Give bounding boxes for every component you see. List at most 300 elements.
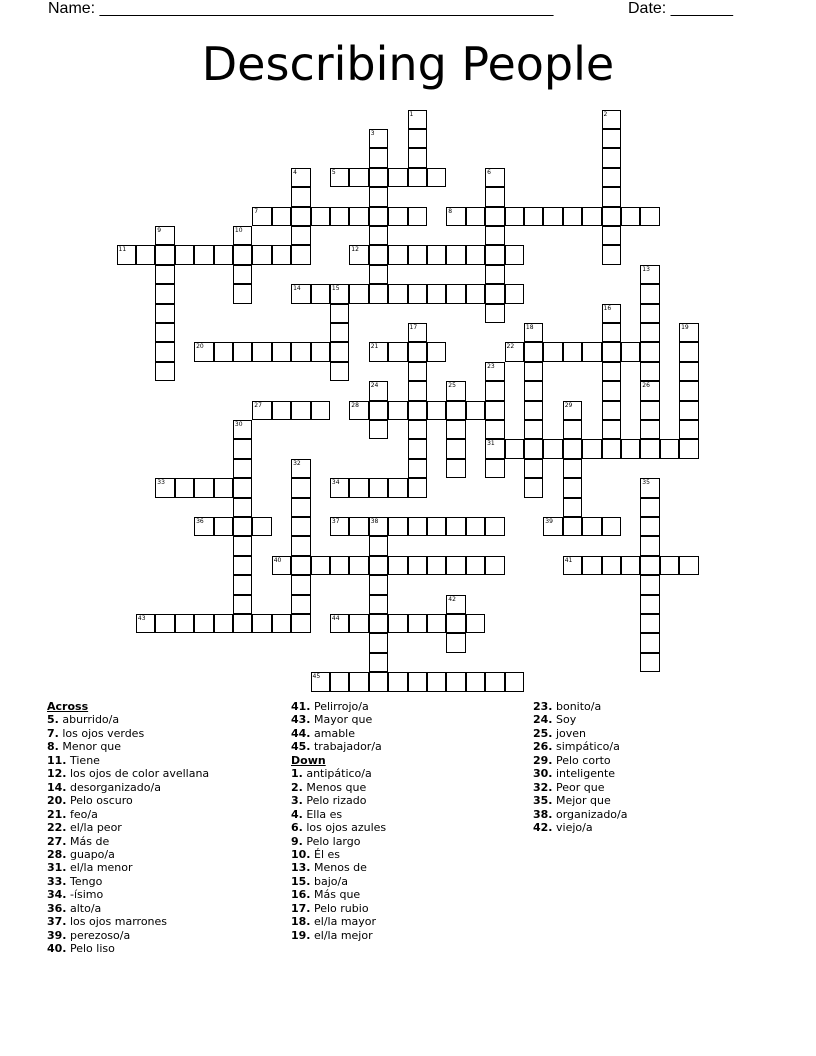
grid-cell[interactable] bbox=[175, 478, 194, 497]
grid-cell[interactable] bbox=[602, 362, 621, 381]
grid-cell[interactable] bbox=[563, 556, 582, 575]
grid-cell[interactable] bbox=[408, 245, 427, 264]
grid-cell[interactable] bbox=[369, 245, 388, 264]
grid-cell[interactable] bbox=[446, 672, 465, 691]
grid-cell[interactable] bbox=[349, 478, 368, 497]
grid-cell[interactable] bbox=[233, 459, 252, 478]
grid-cell[interactable] bbox=[272, 207, 291, 226]
grid-cell[interactable] bbox=[524, 381, 543, 400]
grid-cell[interactable] bbox=[349, 168, 368, 187]
grid-cell[interactable] bbox=[602, 245, 621, 264]
grid-cell[interactable] bbox=[349, 517, 368, 536]
grid-cell[interactable] bbox=[543, 342, 562, 361]
clue-item-number: 23. bbox=[533, 700, 553, 713]
grid-cell[interactable] bbox=[446, 401, 465, 420]
grid-cell[interactable] bbox=[485, 401, 504, 420]
grid-cell[interactable] bbox=[446, 284, 465, 303]
grid-cell[interactable] bbox=[155, 265, 174, 284]
grid-cell[interactable] bbox=[602, 207, 621, 226]
grid-cell[interactable] bbox=[640, 207, 659, 226]
grid-cell[interactable] bbox=[291, 226, 310, 245]
grid-cell[interactable] bbox=[194, 614, 213, 633]
grid-cell[interactable] bbox=[660, 439, 679, 458]
grid-cell[interactable] bbox=[466, 245, 485, 264]
grid-cell[interactable] bbox=[640, 439, 659, 458]
grid-cell[interactable] bbox=[233, 439, 252, 458]
grid-cell[interactable] bbox=[621, 439, 640, 458]
clue-item-text: el/la menor bbox=[66, 861, 133, 875]
grid-cell[interactable] bbox=[155, 304, 174, 323]
grid-cell[interactable] bbox=[369, 595, 388, 614]
grid-cell[interactable] bbox=[640, 342, 659, 361]
grid-cell[interactable] bbox=[485, 672, 504, 691]
grid-cell[interactable] bbox=[524, 439, 543, 458]
grid-cell[interactable] bbox=[563, 342, 582, 361]
grid-cell[interactable] bbox=[194, 478, 213, 497]
grid-cell[interactable] bbox=[466, 401, 485, 420]
grid-cell[interactable] bbox=[640, 401, 659, 420]
grid-cell[interactable] bbox=[388, 168, 407, 187]
grid-cell[interactable] bbox=[446, 517, 465, 536]
grid-cell[interactable] bbox=[369, 478, 388, 497]
grid-cell[interactable] bbox=[330, 478, 349, 497]
grid-cell[interactable] bbox=[330, 207, 349, 226]
grid-cell[interactable] bbox=[291, 536, 310, 555]
grid-cell[interactable] bbox=[621, 342, 640, 361]
clue-item-number: 35. bbox=[533, 794, 553, 808]
grid-cell[interactable] bbox=[291, 517, 310, 536]
grid-cell[interactable] bbox=[233, 614, 252, 633]
grid-cell[interactable] bbox=[408, 381, 427, 400]
grid-cell[interactable] bbox=[233, 284, 252, 303]
grid-cell[interactable] bbox=[446, 556, 465, 575]
grid-cell[interactable] bbox=[466, 207, 485, 226]
grid-cell[interactable] bbox=[621, 207, 640, 226]
grid-cell[interactable] bbox=[330, 168, 349, 187]
grid-cell[interactable] bbox=[291, 168, 310, 187]
grid-cell[interactable] bbox=[408, 614, 427, 633]
grid-cell[interactable] bbox=[388, 401, 407, 420]
grid-cell[interactable] bbox=[388, 284, 407, 303]
grid-cell[interactable] bbox=[408, 110, 427, 129]
grid-cell[interactable] bbox=[602, 168, 621, 187]
grid-cell[interactable] bbox=[563, 498, 582, 517]
grid-cell[interactable] bbox=[214, 614, 233, 633]
clue-item-text: Peor que bbox=[552, 780, 605, 794]
grid-cell[interactable] bbox=[563, 420, 582, 439]
grid-cell[interactable] bbox=[640, 498, 659, 517]
grid-cell[interactable] bbox=[291, 614, 310, 633]
grid-cell[interactable] bbox=[408, 420, 427, 439]
grid-cell[interactable] bbox=[524, 459, 543, 478]
grid-cell[interactable] bbox=[640, 304, 659, 323]
grid-cell[interactable] bbox=[582, 439, 601, 458]
grid-cell[interactable] bbox=[214, 517, 233, 536]
grid-cell[interactable] bbox=[214, 342, 233, 361]
grid-cell[interactable] bbox=[427, 284, 446, 303]
grid-cell[interactable] bbox=[369, 168, 388, 187]
grid-cell[interactable] bbox=[291, 401, 310, 420]
grid-cell[interactable] bbox=[446, 459, 465, 478]
grid-cell[interactable] bbox=[640, 595, 659, 614]
grid-cell[interactable] bbox=[582, 207, 601, 226]
grid-cell[interactable] bbox=[602, 187, 621, 206]
grid-cell[interactable] bbox=[388, 517, 407, 536]
grid-cell[interactable] bbox=[291, 478, 310, 497]
grid-cell[interactable] bbox=[466, 614, 485, 633]
grid-cell[interactable] bbox=[369, 517, 388, 536]
grid-cell[interactable] bbox=[330, 323, 349, 342]
grid-cell[interactable] bbox=[640, 633, 659, 652]
grid-cell[interactable] bbox=[640, 575, 659, 594]
grid-cell[interactable] bbox=[582, 342, 601, 361]
grid-cell[interactable] bbox=[602, 226, 621, 245]
grid-cell[interactable] bbox=[369, 284, 388, 303]
grid-cell[interactable] bbox=[485, 362, 504, 381]
grid-cell[interactable] bbox=[272, 342, 291, 361]
grid-cell[interactable] bbox=[543, 439, 562, 458]
grid-cell[interactable] bbox=[349, 245, 368, 264]
grid-cell[interactable] bbox=[621, 556, 640, 575]
grid-cell[interactable] bbox=[349, 556, 368, 575]
grid-cell[interactable] bbox=[155, 362, 174, 381]
grid-cell[interactable] bbox=[330, 284, 349, 303]
grid-cell[interactable] bbox=[679, 420, 698, 439]
grid-cell[interactable] bbox=[602, 401, 621, 420]
grid-cell[interactable] bbox=[563, 207, 582, 226]
grid-cell[interactable] bbox=[291, 556, 310, 575]
grid-cell[interactable] bbox=[214, 245, 233, 264]
grid-cell[interactable] bbox=[563, 478, 582, 497]
name-line[interactable]: Name: ___________________________________________________ bbox=[48, 0, 554, 17]
grid-cell[interactable] bbox=[330, 362, 349, 381]
grid-cell[interactable] bbox=[446, 595, 465, 614]
grid-cell[interactable] bbox=[388, 478, 407, 497]
grid-cell[interactable] bbox=[369, 672, 388, 691]
grid-cell[interactable] bbox=[155, 226, 174, 245]
grid-cell[interactable] bbox=[408, 323, 427, 342]
grid-cell[interactable] bbox=[408, 284, 427, 303]
grid-cell[interactable] bbox=[446, 381, 465, 400]
grid-cell[interactable] bbox=[427, 401, 446, 420]
grid-cell[interactable] bbox=[388, 556, 407, 575]
grid-cell[interactable] bbox=[155, 478, 174, 497]
grid-cell[interactable] bbox=[466, 672, 485, 691]
grid-cell[interactable] bbox=[233, 226, 252, 245]
grid-cell[interactable] bbox=[602, 342, 621, 361]
grid-cell[interactable] bbox=[505, 245, 524, 264]
grid-cell[interactable] bbox=[679, 439, 698, 458]
grid-cell[interactable] bbox=[214, 478, 233, 497]
grid-cell[interactable] bbox=[369, 226, 388, 245]
grid-cell[interactable] bbox=[602, 381, 621, 400]
grid-cell[interactable] bbox=[640, 323, 659, 342]
grid-cell[interactable] bbox=[660, 556, 679, 575]
grid-cell[interactable] bbox=[640, 362, 659, 381]
grid-cell[interactable] bbox=[408, 148, 427, 167]
grid-cell[interactable] bbox=[679, 323, 698, 342]
grid-cell[interactable] bbox=[524, 401, 543, 420]
grid-cell[interactable] bbox=[252, 245, 271, 264]
clue-item-text: los ojos marrones bbox=[66, 915, 168, 929]
grid-cell[interactable] bbox=[602, 439, 621, 458]
grid-cell[interactable] bbox=[427, 556, 446, 575]
grid-cell[interactable] bbox=[679, 342, 698, 361]
grid-cell[interactable] bbox=[252, 614, 271, 633]
grid-cell[interactable] bbox=[291, 245, 310, 264]
grid-cell[interactable] bbox=[446, 420, 465, 439]
grid-cell[interactable] bbox=[524, 478, 543, 497]
grid-cell[interactable] bbox=[349, 401, 368, 420]
date-line[interactable]: Date: _______ bbox=[628, 0, 733, 17]
grid-cell[interactable] bbox=[311, 207, 330, 226]
grid-cell[interactable] bbox=[485, 168, 504, 187]
grid-cell[interactable] bbox=[369, 653, 388, 672]
grid-cell[interactable] bbox=[640, 517, 659, 536]
grid-cell[interactable] bbox=[485, 517, 504, 536]
grid-cell[interactable] bbox=[194, 245, 213, 264]
grid-cell[interactable] bbox=[369, 207, 388, 226]
grid-cell[interactable] bbox=[388, 245, 407, 264]
grid-cell[interactable] bbox=[349, 672, 368, 691]
grid-cell[interactable] bbox=[679, 556, 698, 575]
grid-cell[interactable] bbox=[408, 459, 427, 478]
grid-cell[interactable] bbox=[311, 342, 330, 361]
grid-cell[interactable] bbox=[505, 672, 524, 691]
grid-cell[interactable] bbox=[485, 381, 504, 400]
grid-cell[interactable] bbox=[485, 187, 504, 206]
grid-cell[interactable] bbox=[640, 265, 659, 284]
grid-cell[interactable] bbox=[369, 420, 388, 439]
grid-cell[interactable] bbox=[369, 614, 388, 633]
grid-cell[interactable] bbox=[388, 672, 407, 691]
grid-cell[interactable] bbox=[446, 633, 465, 652]
grid-cell[interactable] bbox=[408, 362, 427, 381]
grid-cell[interactable] bbox=[272, 245, 291, 264]
clue-item-text: el/la mejor bbox=[310, 928, 373, 942]
grid-cell[interactable] bbox=[524, 207, 543, 226]
grid-cell[interactable] bbox=[505, 342, 524, 361]
grid-cell[interactable] bbox=[485, 556, 504, 575]
grid-cell[interactable] bbox=[466, 284, 485, 303]
grid-cell[interactable] bbox=[155, 245, 174, 264]
grid-cell[interactable] bbox=[233, 498, 252, 517]
grid-cell[interactable] bbox=[408, 168, 427, 187]
grid-cell[interactable] bbox=[427, 342, 446, 361]
grid-cell[interactable] bbox=[602, 148, 621, 167]
grid-cell[interactable] bbox=[388, 342, 407, 361]
grid-cell[interactable] bbox=[602, 556, 621, 575]
grid-cell[interactable] bbox=[136, 245, 155, 264]
grid-cell[interactable] bbox=[408, 207, 427, 226]
grid-cell[interactable] bbox=[485, 207, 504, 226]
grid-cell[interactable] bbox=[175, 614, 194, 633]
grid-cell[interactable] bbox=[543, 517, 562, 536]
grid-cell[interactable] bbox=[349, 207, 368, 226]
grid-cell[interactable] bbox=[175, 245, 194, 264]
grid-cell[interactable] bbox=[291, 284, 310, 303]
grid-cell[interactable] bbox=[408, 129, 427, 148]
grid-cell[interactable] bbox=[233, 556, 252, 575]
grid-cell[interactable] bbox=[233, 342, 252, 361]
grid-cell[interactable] bbox=[563, 439, 582, 458]
grid-cell[interactable] bbox=[291, 595, 310, 614]
grid-cell[interactable] bbox=[272, 401, 291, 420]
grid-cell[interactable] bbox=[640, 284, 659, 303]
grid-cell[interactable] bbox=[233, 536, 252, 555]
grid-cell[interactable] bbox=[485, 226, 504, 245]
grid-cell[interactable] bbox=[408, 401, 427, 420]
grid-cell[interactable] bbox=[291, 575, 310, 594]
grid-cell[interactable] bbox=[408, 342, 427, 361]
grid-cell[interactable] bbox=[505, 207, 524, 226]
grid-cell[interactable] bbox=[194, 342, 213, 361]
grid-cell[interactable] bbox=[485, 304, 504, 323]
grid-cell[interactable] bbox=[369, 265, 388, 284]
grid-cell[interactable] bbox=[679, 381, 698, 400]
grid-cell[interactable] bbox=[446, 207, 465, 226]
grid-cell[interactable] bbox=[252, 517, 271, 536]
grid-cell[interactable] bbox=[155, 342, 174, 361]
grid-cell[interactable] bbox=[233, 517, 252, 536]
grid-cell[interactable] bbox=[194, 517, 213, 536]
grid-cell[interactable] bbox=[330, 672, 349, 691]
grid-cell[interactable] bbox=[466, 556, 485, 575]
grid-cell[interactable] bbox=[155, 284, 174, 303]
grid-cell[interactable] bbox=[291, 207, 310, 226]
grid-cell[interactable] bbox=[427, 672, 446, 691]
clue-item-text: inteligente bbox=[552, 767, 616, 781]
grid-cell[interactable] bbox=[640, 478, 659, 497]
grid-cell[interactable] bbox=[233, 595, 252, 614]
grid-cell[interactable] bbox=[466, 517, 485, 536]
grid-cell[interactable] bbox=[408, 478, 427, 497]
grid-cell[interactable] bbox=[349, 284, 368, 303]
grid-cell[interactable] bbox=[311, 401, 330, 420]
grid-cell[interactable] bbox=[427, 614, 446, 633]
grid-cell[interactable] bbox=[524, 342, 543, 361]
grid-cell[interactable] bbox=[330, 304, 349, 323]
grid-cell[interactable] bbox=[640, 381, 659, 400]
grid-cell[interactable] bbox=[291, 187, 310, 206]
grid-cell[interactable] bbox=[524, 420, 543, 439]
grid-cell[interactable] bbox=[369, 633, 388, 652]
grid-cell[interactable] bbox=[446, 439, 465, 458]
grid-cell[interactable] bbox=[369, 129, 388, 148]
grid-cell[interactable] bbox=[252, 401, 271, 420]
grid-cell[interactable] bbox=[485, 265, 504, 284]
grid-cell[interactable] bbox=[485, 420, 504, 439]
grid-cell[interactable] bbox=[582, 517, 601, 536]
grid-cell[interactable] bbox=[563, 401, 582, 420]
grid-cell[interactable] bbox=[485, 284, 504, 303]
grid-cell[interactable] bbox=[330, 517, 349, 536]
clue-number: 19 bbox=[681, 323, 689, 331]
clue-item bbox=[533, 794, 627, 807]
grid-cell[interactable] bbox=[563, 459, 582, 478]
grid-cell[interactable] bbox=[311, 556, 330, 575]
grid-cell[interactable] bbox=[388, 614, 407, 633]
grid-cell[interactable] bbox=[369, 148, 388, 167]
grid-cell[interactable] bbox=[640, 614, 659, 633]
grid-cell[interactable] bbox=[602, 110, 621, 129]
grid-cell[interactable] bbox=[155, 614, 174, 633]
grid-cell[interactable] bbox=[330, 614, 349, 633]
grid-cell[interactable] bbox=[485, 459, 504, 478]
grid-cell[interactable] bbox=[408, 439, 427, 458]
grid-cell[interactable] bbox=[311, 672, 330, 691]
grid-cell[interactable] bbox=[582, 556, 601, 575]
grid-cell[interactable] bbox=[485, 245, 504, 264]
grid-cell[interactable] bbox=[233, 420, 252, 439]
grid-cell[interactable] bbox=[485, 439, 504, 458]
grid-cell[interactable] bbox=[272, 556, 291, 575]
grid-cell[interactable] bbox=[640, 420, 659, 439]
grid-cell[interactable] bbox=[602, 129, 621, 148]
grid-cell[interactable] bbox=[291, 498, 310, 517]
grid-cell[interactable] bbox=[505, 439, 524, 458]
grid-cell[interactable] bbox=[311, 284, 330, 303]
grid-cell[interactable] bbox=[446, 245, 465, 264]
grid-cell[interactable] bbox=[233, 245, 252, 264]
grid-cell[interactable] bbox=[602, 323, 621, 342]
grid-cell[interactable] bbox=[408, 556, 427, 575]
grid-cell[interactable] bbox=[505, 284, 524, 303]
grid-cell[interactable] bbox=[640, 536, 659, 555]
grid-cell[interactable] bbox=[252, 342, 271, 361]
grid-cell[interactable] bbox=[369, 187, 388, 206]
grid-cell[interactable] bbox=[330, 342, 349, 361]
grid-cell[interactable] bbox=[427, 517, 446, 536]
grid-cell[interactable] bbox=[272, 614, 291, 633]
grid-cell[interactable] bbox=[349, 614, 368, 633]
grid-cell[interactable] bbox=[369, 556, 388, 575]
grid-cell[interactable] bbox=[252, 207, 271, 226]
grid-cell[interactable] bbox=[427, 245, 446, 264]
grid-cell[interactable] bbox=[291, 342, 310, 361]
grid-cell[interactable] bbox=[408, 517, 427, 536]
grid-cell[interactable] bbox=[233, 478, 252, 497]
grid-cell[interactable] bbox=[427, 168, 446, 187]
grid-cell[interactable] bbox=[679, 362, 698, 381]
grid-cell[interactable] bbox=[369, 381, 388, 400]
grid-cell[interactable] bbox=[117, 245, 136, 264]
grid-cell[interactable] bbox=[602, 304, 621, 323]
grid-cell[interactable] bbox=[330, 556, 349, 575]
grid-cell[interactable] bbox=[640, 556, 659, 575]
grid-cell[interactable] bbox=[136, 614, 155, 633]
grid-cell[interactable] bbox=[369, 401, 388, 420]
grid-cell[interactable] bbox=[369, 575, 388, 594]
grid-cell[interactable] bbox=[291, 459, 310, 478]
grid-cell[interactable] bbox=[446, 614, 465, 633]
grid-cell[interactable] bbox=[155, 323, 174, 342]
grid-cell[interactable] bbox=[543, 207, 562, 226]
grid-cell[interactable] bbox=[602, 517, 621, 536]
grid-cell[interactable] bbox=[524, 362, 543, 381]
grid-cell[interactable] bbox=[563, 517, 582, 536]
grid-cell[interactable] bbox=[233, 265, 252, 284]
grid-cell[interactable] bbox=[602, 420, 621, 439]
grid-cell[interactable] bbox=[640, 653, 659, 672]
grid-cell[interactable] bbox=[679, 401, 698, 420]
grid-cell[interactable] bbox=[369, 536, 388, 555]
grid-cell[interactable] bbox=[388, 207, 407, 226]
grid-cell[interactable] bbox=[524, 323, 543, 342]
grid-cell[interactable] bbox=[233, 575, 252, 594]
grid-cell[interactable] bbox=[408, 672, 427, 691]
grid-cell[interactable] bbox=[369, 342, 388, 361]
